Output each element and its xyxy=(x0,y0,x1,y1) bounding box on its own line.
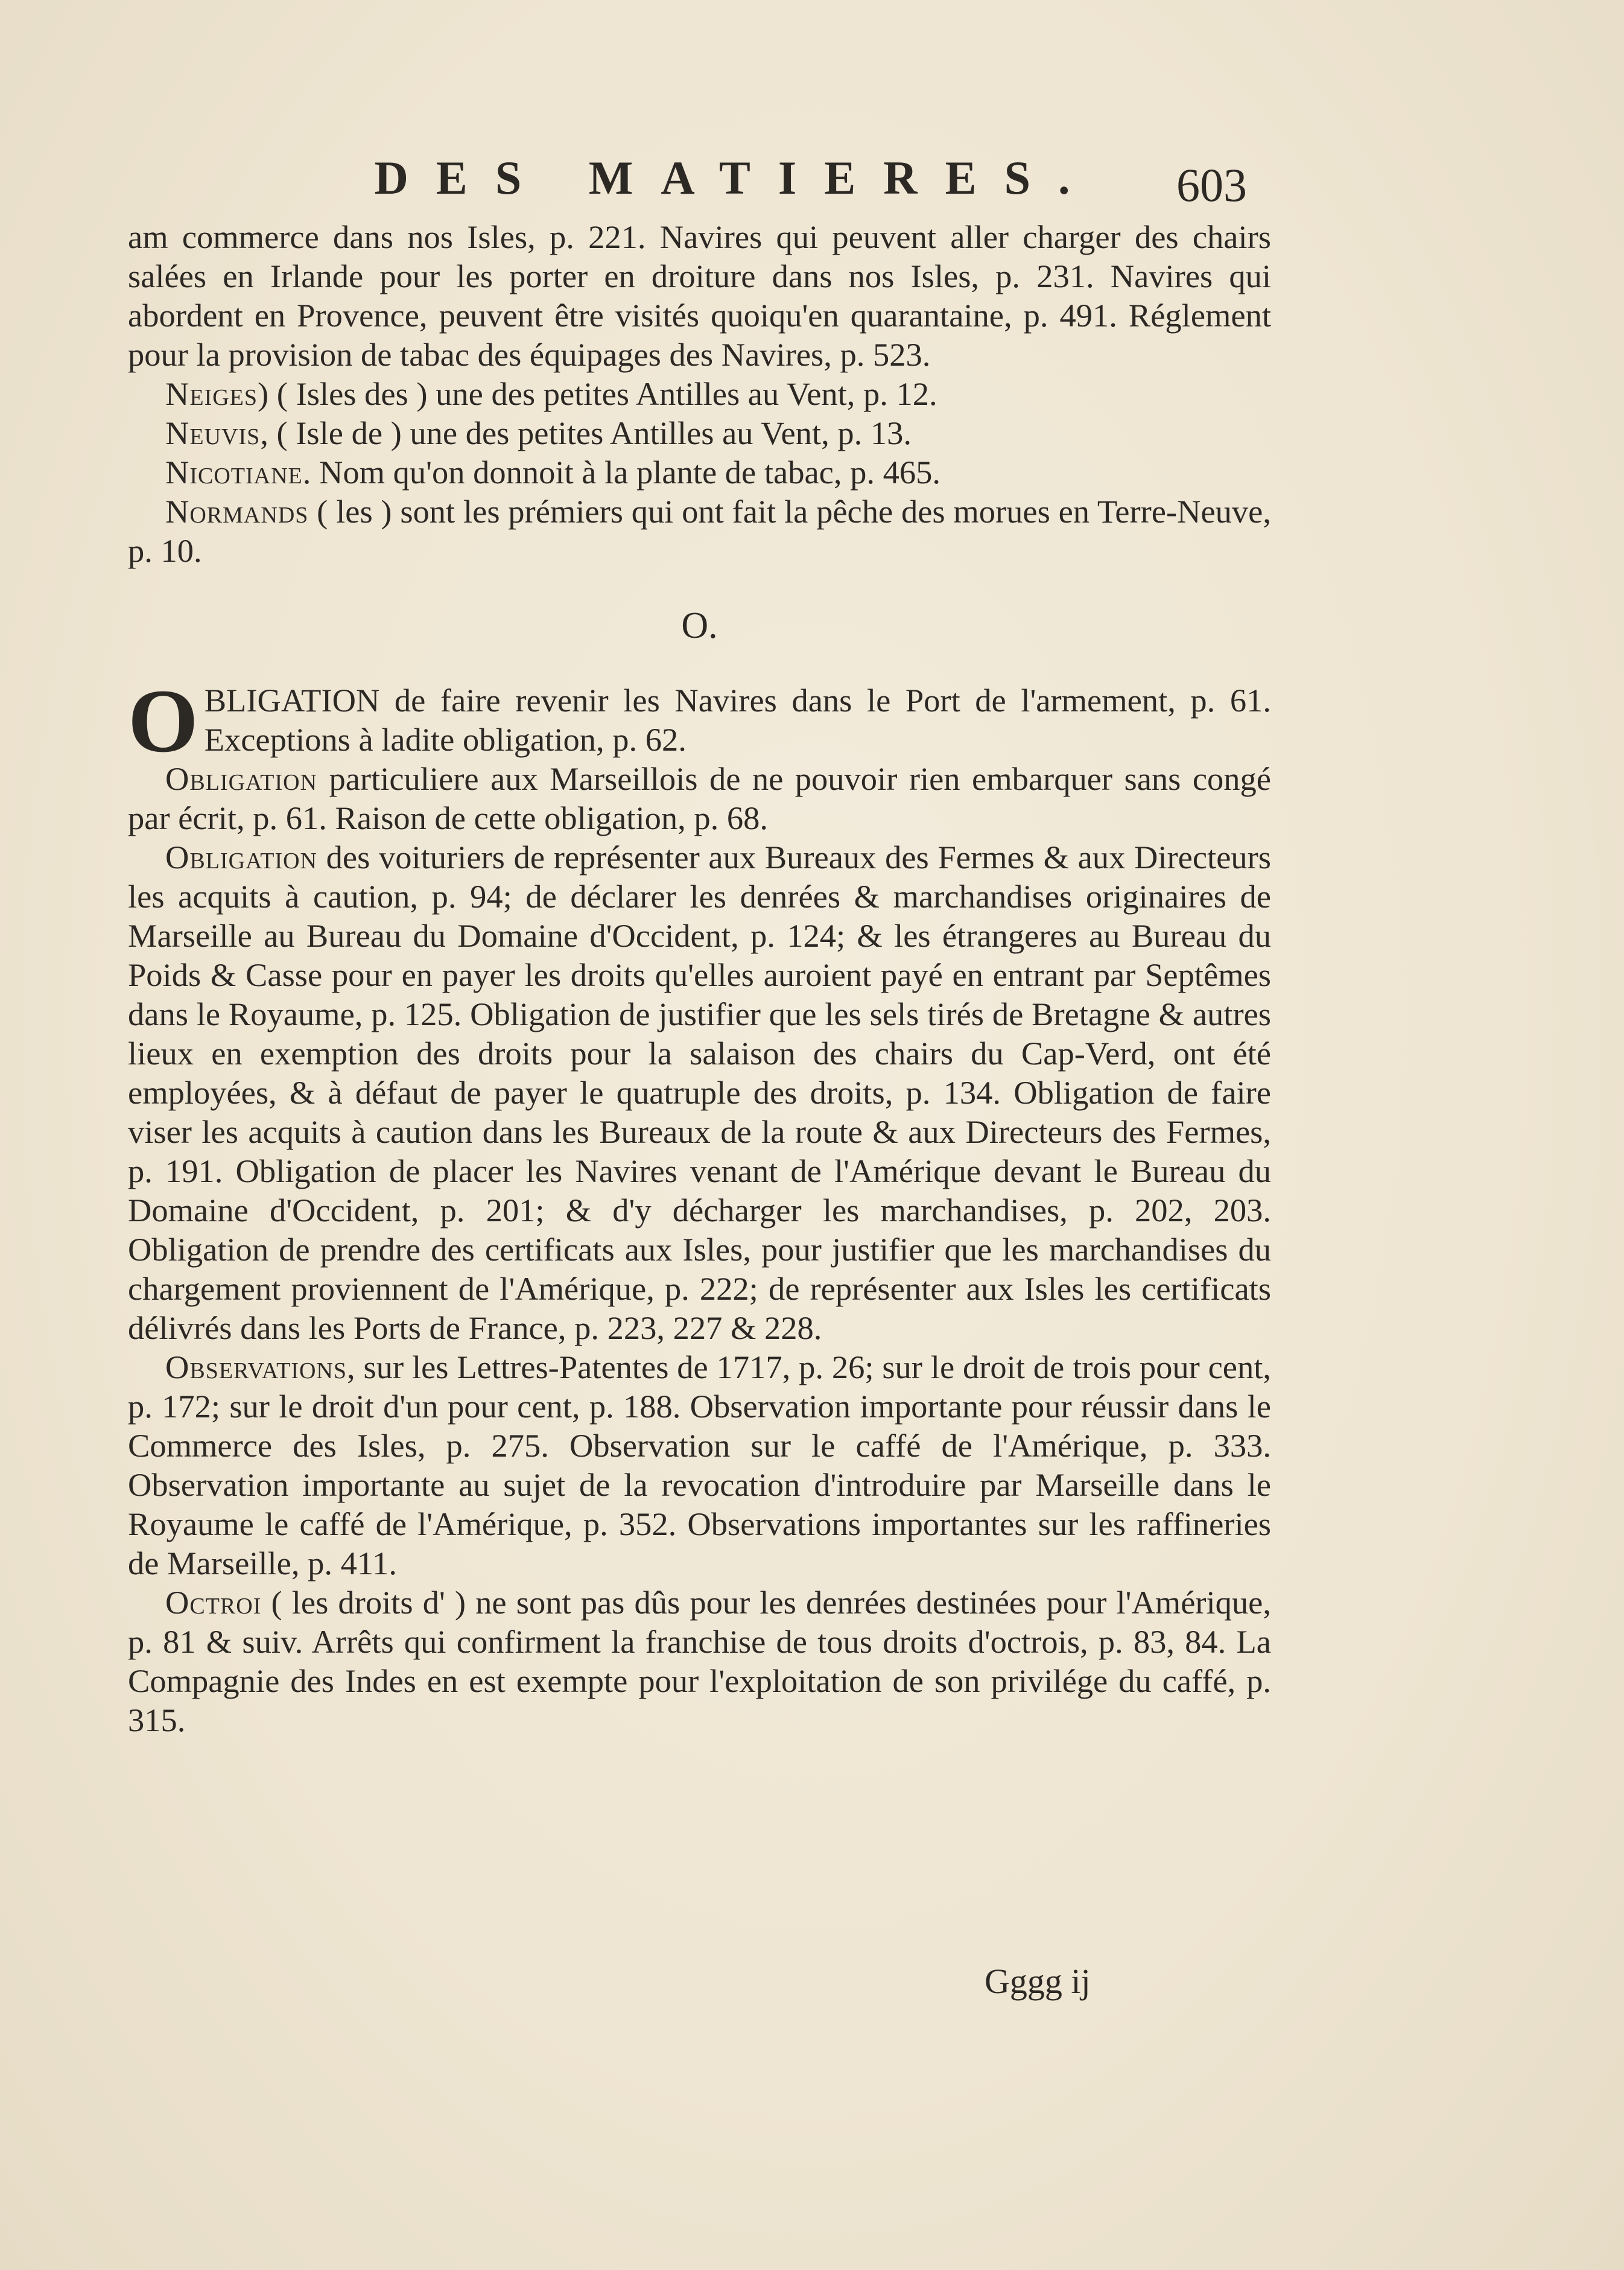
section-letter: O. xyxy=(681,605,718,646)
entry-text: de faire revenir les Navires dans le Port de l'armement, p. 61. Exceptions à ladite obligation, p. 62. xyxy=(204,682,1271,758)
entry-text: ( les droits d' ) ne sont pas dûs pour les denrées destinées pour l'Amérique, p. 81 & suiv. Arrêts qui confirment la franchise de tous droits d'octrois, p. 83, 84. La Compagnie des Indes en est exempte pour l'exploitation de son privilége du caffé, p. 315. xyxy=(128,1584,1271,1738)
entry-headword: Octroi xyxy=(165,1584,262,1621)
index-entry-normands xyxy=(128,492,1271,570)
index-text xyxy=(128,217,1271,1740)
entry-text: , ( Isle de ) une des petites Antilles au Vent, p. 13. xyxy=(260,415,912,451)
entry-headword: BLIGATION xyxy=(204,682,380,719)
entry-text: ) ( Isles des ) une des petites Antilles au Vent, p. 12. xyxy=(258,375,937,412)
entry-headword: Nicotiane xyxy=(165,454,303,491)
index-entry-nicotiane xyxy=(128,453,1271,492)
entry-text: particuliere aux Marseillois de ne pouvoir rien embarquer sans congé par écrit, p. 61. Raison de cette obligation, p. 68. xyxy=(128,760,1271,836)
index-entry-octroi xyxy=(128,1583,1271,1740)
page-number: 603 xyxy=(1176,159,1247,211)
index-entry-obligation xyxy=(128,838,1271,1347)
entry-text: des voituriers de représenter aux Bureaux des Fermes & aux Directeurs les acquits à caution, p. 94; de déclarer les denrées & marchandises originaires de Marseille au Bureau du Domaine d'Occident, p. 124; & les étrangeres au Bureau du Poids & Casse pour en payer les droits qu'elles auroient payé en entrant par Septêmes dans le Royaume, p. 125. Obligation de justifier que les sels tirés de Bretagne & autres lieux en exemption des droits pour la salaison des chairs du Cap-Verd, ont été employées, & à défaut de payer le quatruple des droits, p. 134. Obligation de faire viser les acquits à caution dans les Bureaux de la route & aux Directeurs des Fermes, p. 191. Obligation de placer les Navires venant de l'Amérique devant le Bureau du Domaine d'Occident, p. 201; & d'y décharger les marchandises, p. 202, 203. Obligation de prendre des certificats aux Isles, pour justifier que les marchandises du chargement proviennent de l'Amérique, p. 222; de représenter aux Isles les certificats délivrés dans les Ports de France, p. 223, 227 & 228. xyxy=(128,839,1271,1346)
entry-headword: Neuvis xyxy=(165,415,261,451)
entry-text: , sur les Lettres-Patentes de 1717, p. 26; sur le droit de trois pour cent, p. 172; sur le droit d'un pour cent, p. 188. Observation importante pour réussir dans le Commerce des Isles, p. 275. Observation sur le caffé de l'Amérique, p. 333. Observation importante au sujet de la revocation d'introduire par Marseille dans le Royaume le caffé de l'Amérique, p. 352. Observations importantes sur les raffineries de Marseille, p. 411. xyxy=(128,1349,1271,1582)
index-entry-obligation xyxy=(128,759,1271,838)
running-head: DES MATIERES. xyxy=(374,151,1098,204)
entry-text: . Nom qu'on donnoit à la plante de tabac, p. 465. xyxy=(302,454,940,491)
entry-continuation: am commerce dans nos Isles, p. 221. Navires qui peuvent aller charger des chairs salées en Irlande pour les porter en droiture dans nos Isles, p. 231. Navires qui abordent en Provence, peuvent être visités quoiqu'en quarantaine, p. 491. Réglement pour la provision de tabac des équipages des Navires, p. 523. xyxy=(128,218,1271,373)
index-entry-neiges xyxy=(128,374,1271,413)
index-entry-neuvis xyxy=(128,413,1271,453)
drop-cap: O xyxy=(128,671,198,771)
entry-text: ( les ) sont les prémiers qui ont fait la pêche des morues en Terre-Neuve, p. 10. xyxy=(128,493,1271,569)
entry-headword: Obligation xyxy=(165,760,317,797)
index-entry-observations xyxy=(128,1347,1271,1583)
index-entry-obligation-first xyxy=(128,671,1271,771)
entry-headword: Neiges xyxy=(165,375,258,412)
entry-headword: Observations xyxy=(165,1349,347,1385)
signature-mark: Gggg ij xyxy=(985,1962,1091,2001)
entry-headword: Obligation xyxy=(165,839,317,876)
entry-headword: Normands xyxy=(165,493,309,530)
